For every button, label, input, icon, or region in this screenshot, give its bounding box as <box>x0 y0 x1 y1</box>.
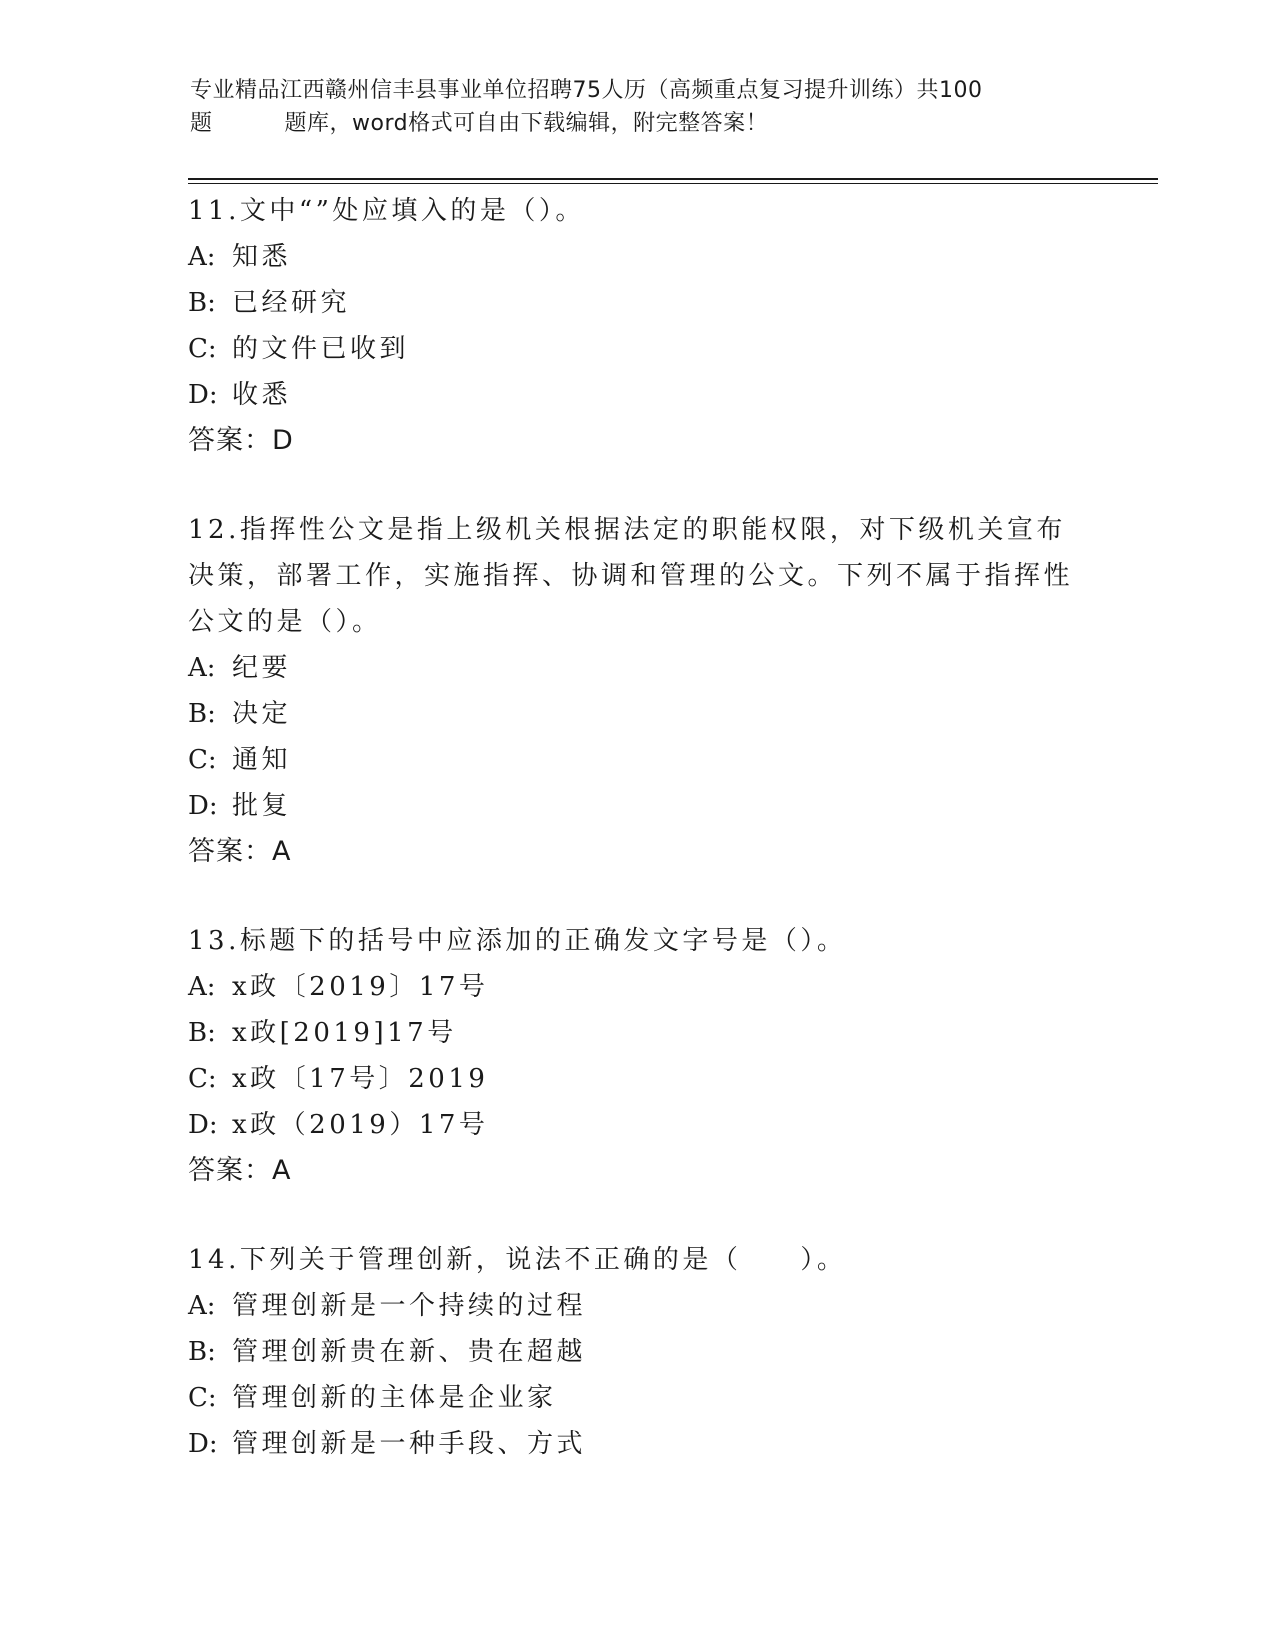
option-text: 决定 <box>232 699 292 729</box>
option-text: 的文件已收到 <box>232 334 410 364</box>
option-key: B: <box>188 288 216 318</box>
header-rule-thick <box>188 178 1158 180</box>
option-key: D: <box>188 791 218 821</box>
option-key: D: <box>188 1429 218 1459</box>
answer-label: 答案：D <box>188 425 294 456</box>
option-key: B: <box>188 1018 216 1048</box>
question-list <box>188 188 1088 1510</box>
option-key: C: <box>188 1383 217 1413</box>
option-key: A: <box>188 972 216 1002</box>
option-text: x政〔2019〕17号 <box>232 972 489 1002</box>
option-b <box>188 1329 1088 1375</box>
option-key: D: <box>188 380 218 410</box>
answer-label: 答案：A <box>188 836 292 867</box>
option-a <box>188 1283 1088 1329</box>
option-text: x政（2019）17号 <box>232 1110 489 1140</box>
option-b <box>188 1010 1088 1056</box>
option-text: 收悉 <box>232 380 292 410</box>
option-text: 通知 <box>232 745 292 775</box>
option-d <box>188 1102 1088 1148</box>
question-14 <box>188 1237 1088 1467</box>
header-line-2-left: 题 <box>190 111 213 136</box>
option-b <box>188 691 1088 737</box>
option-text: 已经研究 <box>232 288 351 318</box>
option-text: 批复 <box>232 791 292 821</box>
header-line-2 <box>190 107 1090 140</box>
option-a <box>188 234 1088 280</box>
option-text: 纪要 <box>232 653 292 683</box>
header-rule-thin <box>188 183 1158 184</box>
question-12 <box>188 507 1088 875</box>
question-stem: 11.文中“”处应填入的是（）。 <box>188 196 585 226</box>
option-key: C: <box>188 1064 217 1094</box>
option-text: 管理创新贵在新、贵在超越 <box>232 1337 587 1367</box>
option-c <box>188 1056 1088 1102</box>
answer-label: 答案：A <box>188 1155 292 1186</box>
option-d <box>188 1421 1088 1467</box>
option-a <box>188 645 1088 691</box>
option-text: x政〔17号〕2019 <box>232 1064 489 1094</box>
option-text: 管理创新是一个持续的过程 <box>232 1291 587 1321</box>
question-stem: 13.标题下的括号中应添加的正确发文字号是（）。 <box>188 926 847 956</box>
question-stem: 12.指挥性公文是指上级机关根据法定的职能权限，对下级机关宣布决策，部署工作，实施指挥、协调和管理的公文。下列不属于指挥性公文的是（）。 <box>188 515 1074 637</box>
option-key: D: <box>188 1110 218 1140</box>
option-text: 知悉 <box>232 242 292 272</box>
option-text: 管理创新的主体是企业家 <box>232 1383 557 1413</box>
option-key: A: <box>188 242 216 272</box>
option-text: 管理创新是一种手段、方式 <box>232 1429 587 1459</box>
document-header <box>190 74 1090 140</box>
option-text: x政[2019]17号 <box>232 1018 457 1048</box>
question-11 <box>188 188 1088 464</box>
option-key: A: <box>188 1291 216 1321</box>
option-key: A: <box>188 653 216 683</box>
option-c <box>188 737 1088 783</box>
header-line-1: 专业精品江西赣州信丰县事业单位招聘75人历（高频重点复习提升训练）共100 <box>190 78 983 103</box>
option-b <box>188 280 1088 326</box>
header-line-2-right: 题库，word格式可自由下载编辑，附完整答案！ <box>284 111 769 136</box>
option-c <box>188 326 1088 372</box>
question-13 <box>188 918 1088 1194</box>
option-c <box>188 1375 1088 1421</box>
option-key: C: <box>188 334 217 364</box>
question-stem: 14.下列关于管理创新，说法不正确的是（ ）。 <box>188 1245 847 1275</box>
option-d <box>188 783 1088 829</box>
option-key: B: <box>188 699 216 729</box>
option-key: B: <box>188 1337 216 1367</box>
option-a <box>188 964 1088 1010</box>
option-key: C: <box>188 745 217 775</box>
option-d <box>188 372 1088 418</box>
